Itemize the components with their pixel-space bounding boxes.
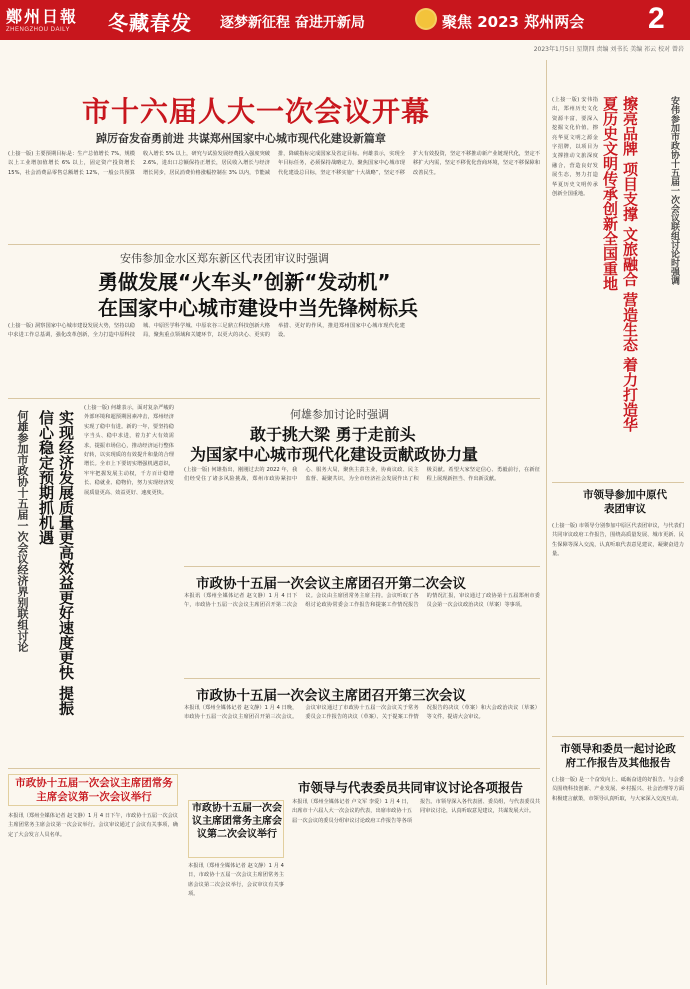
left-vertical-headline: 实现经济发展质量更高效益更好速度更快 提振信心稳定预期抓机遇 bbox=[37, 410, 75, 716]
section-title: 聚焦 2023 郑州两会 bbox=[442, 13, 585, 31]
masthead bbox=[0, 0, 690, 40]
newspaper-logo-en: ZHENGZHOU DAILY bbox=[6, 27, 71, 33]
standing2-headline: 市政协十五届一次会议主席团常务主席会议第二次会议举行 bbox=[192, 803, 282, 840]
mid-headline-2: 在国家中心城市建设中当先锋树标兵 bbox=[98, 296, 418, 320]
right-bottom-body: (上接一版) 是一个奋发向上、砥砺奋进的好报告。与会委员围绕科技创新、产业发展、乡村振兴、社会治理等方面积极建言献策，市领导认真听取，与大家深入交流互动。 bbox=[552, 777, 684, 802]
lead-headline: 市十六届人大一次会议开幕 bbox=[82, 95, 431, 128]
presidium2-headline: 市政协十五届一次会议主席团召开第二次会议 bbox=[196, 576, 466, 592]
left-vertical-byline: 何雄参加市政协十五届一次会议经济界别联组讨论 bbox=[16, 410, 29, 652]
lead-subhead: 踔厉奋发奋勇前进 共谋郑州国家中心城市现代化建设新篇章 bbox=[96, 132, 386, 145]
standing2-body: 本报讯（郑州全媒体记者 赵文静）1 月 4 日，市政协十五届一次会议主席团常务主席会议第二次会议举行，会议审议有关事项。 bbox=[188, 863, 284, 898]
emblem-icon bbox=[415, 8, 437, 30]
standing1-body: 本报讯（郑州全媒体记者 赵文静）1 月 4 日下午，市政协十五届一次会议主席团常务主席会议第一次会议举行。会议审议通过了会议有关事项，确定了大会发言人员名单。 bbox=[8, 813, 178, 838]
presidium3-body: 本报讯（郑州全媒体记者 赵文静）1 月 4 日晚，市政协十五届一次会议主席团召开第三次会议。会议审议通过了市政协十五届一次会议关于常务委员会工作报告的决议（草案）、关于提案工作情况报告的决议（草案）和大会政治决议（草案）等文件，提请大会审议。 bbox=[184, 705, 540, 721]
cppcc-body: (上接一版) 何雄指出，刚刚过去的 2022 年，我们经受住了诸多风险挑战，郑州市政协紧扣中心、服务大局，聚焦主责主业，协商议政、民主监督、凝聚共识，为全市经济社会发展作出了积极贡献。希望大家坚定信心、勇毅前行，在新征程上展现新担当、作出新贡献。 bbox=[184, 467, 540, 483]
right-top-byline: 安伟参加市政协十五届一次会议联组讨论时强调 bbox=[669, 96, 679, 285]
leaders-discuss-body: 本报讯（郑州全媒体记者 卢文军 李爱）1 月 4 日，出席市十六届人大一次会议的代表，出席市政协十五届一次会议的委员分组审议讨论政府工作报告等各项报告。市领导深入各代表团、委员组，与代表委员共同审议讨论，认真听取意见建议，共谋发展大计。 bbox=[292, 799, 540, 824]
campaign-slogan-sub: 逐梦新征程 奋进开新局 bbox=[220, 15, 365, 31]
right-top-headline: 擦亮品牌 项目支撑 文旅融合 营造生态 着力打造华夏历史文明传承创新全国重地 bbox=[601, 96, 639, 432]
leaders-discuss-headline: 市领导与代表委员共同审议讨论各项报告 bbox=[298, 780, 524, 795]
newspaper-logo: 鄭州日報 bbox=[6, 7, 79, 26]
right-mid-body: (上接一版) 市领导分别参加中原区代表团审议，与代表们共同审议政府工作报告，围绕高质量发展、城市更新、民生保障等深入交流，认真听取代表意见建议，凝聚奋进力量。 bbox=[552, 523, 684, 558]
cppcc-headline-1: 敢于挑大梁 勇于走前头 bbox=[250, 425, 416, 444]
campaign-slogan: 冬藏春发 bbox=[108, 11, 192, 35]
left-mid-body: (上接一版) 何雄表示，面对复杂严峻的外部环境和超预期因素冲击，郑州经济实现了稳中有进。新的一年，要坚持稳字当头、稳中求进，着力扩大有效需求，提振市场信心，推动经济运行整体好转，以实现质的有效提升和量的合理增长。全市上下要切实增强机遇意识，牢牢把握发展主动权，千方百计稳增长、稳就业、稳物价，努力实现经济发展质量更高、效益更好、速度更快。 bbox=[84, 405, 174, 496]
lead-body: (上接一版) 主要预期目标是：生产总值增长 7%，规模以上工业增加值增长 6% 以上，固定资产投资增长 15%，社会消费品零售总额增长 12%，一般公共预算收入增长 5% 以上，研究与试验发展经费投入强度突破 2.6%，进出口总额保持正增长，居民收入增长与经济增长同步，居民消费价格涨幅控制在 3% 以内，节能减排，降碳指标完成国家及省定目标。何雄表示，实现全年目标任务，必须保持战略定力，聚焦国家中心城市现代化建设总目标，坚定不移实施“十大战略”，坚定不移扩大有效投资，坚定不移推动新产业链现代化，坚定不移扩大内需，坚定不移优化营商环境，坚定不移保障和改善民生。 bbox=[8, 151, 540, 176]
cppcc-headline-2: 为国家中心城市现代化建设贡献政协力量 bbox=[190, 445, 479, 464]
presidium2-body: 本报讯（郑州全媒体记者 赵文静）1 月 4 日下午，市政协十五届一次会议主席团召开第二次会议。会议由主席团常务主席主持。会议听取了各组讨论政协常委会工作报告和提案工作情况报告的情况汇报，审议通过了政协第十五届郑州市委员会第一次会议政治决议（草案）等事项。 bbox=[184, 593, 540, 609]
presidium3-headline: 市政协十五届一次会议主席团召开第三次会议 bbox=[196, 688, 466, 704]
page-number: 2 bbox=[648, 2, 665, 35]
mid-headline-1: 勇做发展“火车头”创新“发动机” bbox=[98, 270, 391, 294]
right-bottom-headline: 市领导和委员一起讨论政府工作报告及其他报告 bbox=[560, 743, 676, 769]
right-top-body: (上接一版) 安伟指出，郑州历史文化资源丰富，要深入挖掘文化价值，擦亮华夏文明之源金字招牌，以项目为支撑推动文旅深度融合，营造良好发展生态，努力打造华夏历史文明传承创新全国重地。 bbox=[552, 97, 598, 198]
cppcc-kicker: 何雄参加讨论时强调 bbox=[290, 408, 389, 421]
right-mid-headline: 市领导参加中原代表团审议 bbox=[583, 489, 667, 515]
dateline: 2023年1月5日 星期四 责编 刘书长 美编 祁云 校对 曾岩 bbox=[533, 46, 684, 53]
mid-body: (上接一版) 洞察国家中心城市建设发展大势，坚持以稳中求进工作总基调，强化改革创新，全力打造中原科技城、中原医学科学城、中原农谷三足鼎立科技创新大格局，聚焦重点领域和关键环节，以更大的决心、更实的举措、更好的作风，推进郑州国家中心城市现代化建设。 bbox=[8, 323, 405, 339]
mid-kicker: 安伟参加金水区郑东新区代表团审议时强调 bbox=[120, 252, 329, 265]
standing1-headline: 市政协十五届一次会议主席团常务主席会议第一次会议举行 bbox=[15, 777, 173, 803]
